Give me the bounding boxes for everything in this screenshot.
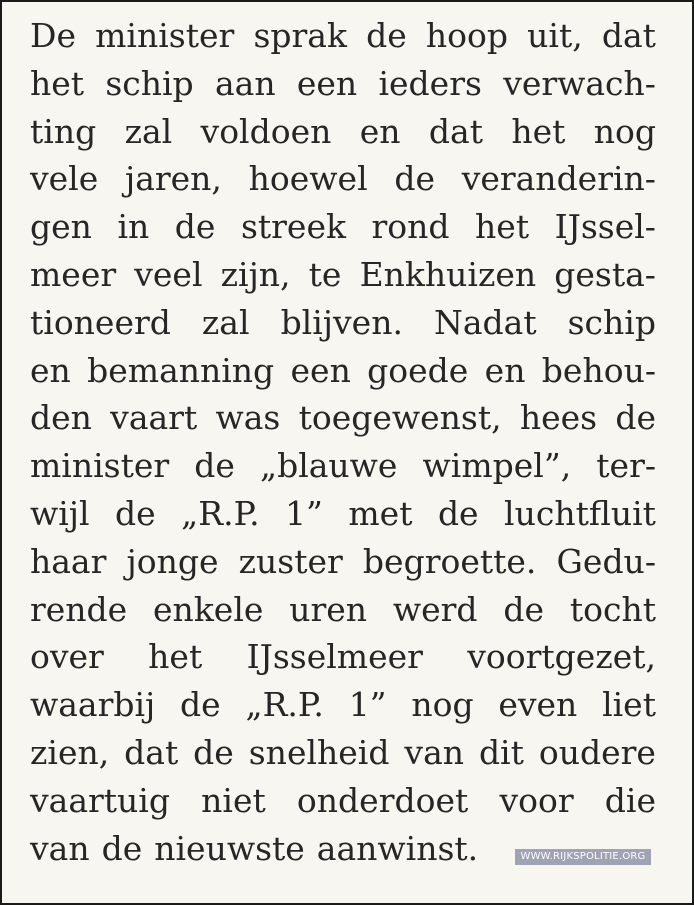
text-line	[30, 203, 656, 251]
word: goede	[367, 350, 469, 390]
text-line	[30, 586, 656, 634]
word: blijven.	[280, 302, 403, 342]
word: wijl	[30, 493, 90, 533]
word: uren	[289, 589, 368, 629]
word: Nadat	[433, 302, 537, 342]
word: en	[30, 350, 71, 390]
text-line	[30, 777, 656, 825]
word: Enkhuizen	[359, 254, 537, 294]
text-line	[30, 394, 656, 442]
article-text	[30, 12, 656, 872]
text-line	[30, 299, 656, 347]
word: veranderin-	[461, 159, 656, 199]
word: nog	[593, 111, 656, 151]
word: en	[359, 111, 401, 151]
word: het	[30, 63, 85, 103]
word: sprak	[253, 16, 347, 55]
word: meer	[30, 254, 117, 294]
word: rond	[371, 207, 450, 247]
word: dat	[124, 732, 179, 772]
word: De	[30, 16, 76, 55]
word: de	[180, 685, 221, 725]
word: vaartuig	[30, 780, 170, 820]
text-line	[30, 633, 656, 681]
word: hoop	[425, 16, 509, 55]
word: niet	[201, 780, 266, 820]
word: tocht	[569, 589, 656, 629]
word: was	[215, 398, 281, 438]
word: de	[174, 207, 216, 247]
word: bemanning	[87, 350, 275, 390]
word: gesta-	[554, 254, 656, 294]
word: zijn,	[220, 254, 291, 294]
word: tioneerd	[30, 302, 171, 342]
word: nieuwste	[154, 828, 305, 868]
word: verwach-	[503, 63, 656, 103]
text-line	[30, 347, 656, 395]
word: de	[437, 493, 479, 533]
word: Gedu-	[556, 541, 656, 581]
word: schip	[567, 302, 656, 342]
word: van	[404, 732, 464, 772]
word: rende	[30, 589, 128, 629]
word: ieders	[378, 63, 482, 103]
word: „blauwe	[259, 446, 398, 486]
word: van	[30, 828, 90, 868]
word: IJsselmeer	[246, 637, 423, 677]
word: begroette.	[362, 541, 537, 581]
word: snelheid	[248, 732, 390, 772]
word: luchtfluit	[504, 493, 656, 533]
word: vele	[30, 159, 99, 199]
word: de	[115, 493, 156, 533]
text-line	[30, 729, 656, 777]
word: haar	[30, 541, 107, 581]
word: wimpel”,	[422, 446, 572, 486]
word: voor	[499, 780, 574, 820]
word: even	[498, 685, 578, 725]
text-line	[30, 538, 656, 586]
word: in	[117, 207, 150, 247]
word: 1”	[348, 685, 387, 725]
text-line	[30, 60, 656, 108]
word: het	[475, 207, 530, 247]
word: „R.P.	[181, 493, 260, 533]
word: veel	[134, 254, 203, 294]
text-line	[30, 681, 656, 729]
word: de	[194, 446, 235, 486]
word: te	[308, 254, 342, 294]
word: den	[30, 398, 92, 438]
word: dat	[428, 111, 483, 151]
word: dit	[478, 732, 524, 772]
word: over	[30, 637, 104, 677]
word: gen	[30, 207, 92, 247]
word: minister	[95, 16, 235, 55]
word: streek	[240, 207, 346, 247]
word: behou-	[541, 350, 656, 390]
text-line	[30, 442, 656, 490]
text-line	[30, 490, 656, 538]
word: minister	[30, 446, 170, 486]
word: en	[484, 350, 526, 390]
word: jaren,	[124, 159, 222, 199]
word: oudere	[538, 732, 656, 772]
word: voldoen	[200, 111, 332, 151]
word: dat	[601, 16, 656, 55]
word: die	[604, 780, 656, 820]
word: waarbij	[30, 685, 156, 725]
word: de	[394, 159, 435, 199]
word: werd	[392, 589, 478, 629]
word: een	[290, 350, 351, 390]
word: het	[148, 637, 203, 677]
word: de	[193, 732, 234, 772]
word: voortgezet,	[467, 637, 656, 677]
word: onderdoet	[296, 780, 469, 820]
word: 1”	[285, 493, 323, 533]
word: de	[503, 589, 545, 629]
word: zuster	[238, 541, 343, 581]
text-line	[30, 108, 656, 156]
word: nog	[411, 685, 474, 725]
word: ter-	[596, 446, 656, 486]
word: de	[615, 398, 656, 438]
word: schip	[105, 63, 194, 103]
word: hees	[519, 398, 598, 438]
word: het	[511, 111, 566, 151]
word: toegewenst,	[298, 398, 502, 438]
word: vaart	[110, 398, 198, 438]
word: zal	[124, 111, 173, 151]
word: „R.P.	[245, 685, 324, 725]
word: de	[366, 16, 407, 55]
word: liet	[602, 685, 656, 725]
word: IJssel-	[554, 207, 656, 247]
word: ting	[30, 111, 97, 151]
word: enkele	[153, 589, 264, 629]
word: zal	[201, 302, 250, 342]
word: aanwinst.	[316, 828, 479, 868]
word: de	[101, 828, 143, 868]
word: hoewel	[248, 159, 368, 199]
word: met	[348, 493, 413, 533]
text-line	[30, 12, 656, 60]
text-line	[30, 251, 656, 299]
word: jonge	[126, 541, 219, 581]
watermark-label: WWW.RIJKSPOLITIE.ORG	[515, 849, 651, 865]
text-line	[30, 155, 656, 203]
word: zien,	[30, 732, 110, 772]
word: uit,	[527, 16, 583, 55]
word: aan	[214, 63, 276, 103]
word: een	[296, 63, 358, 103]
